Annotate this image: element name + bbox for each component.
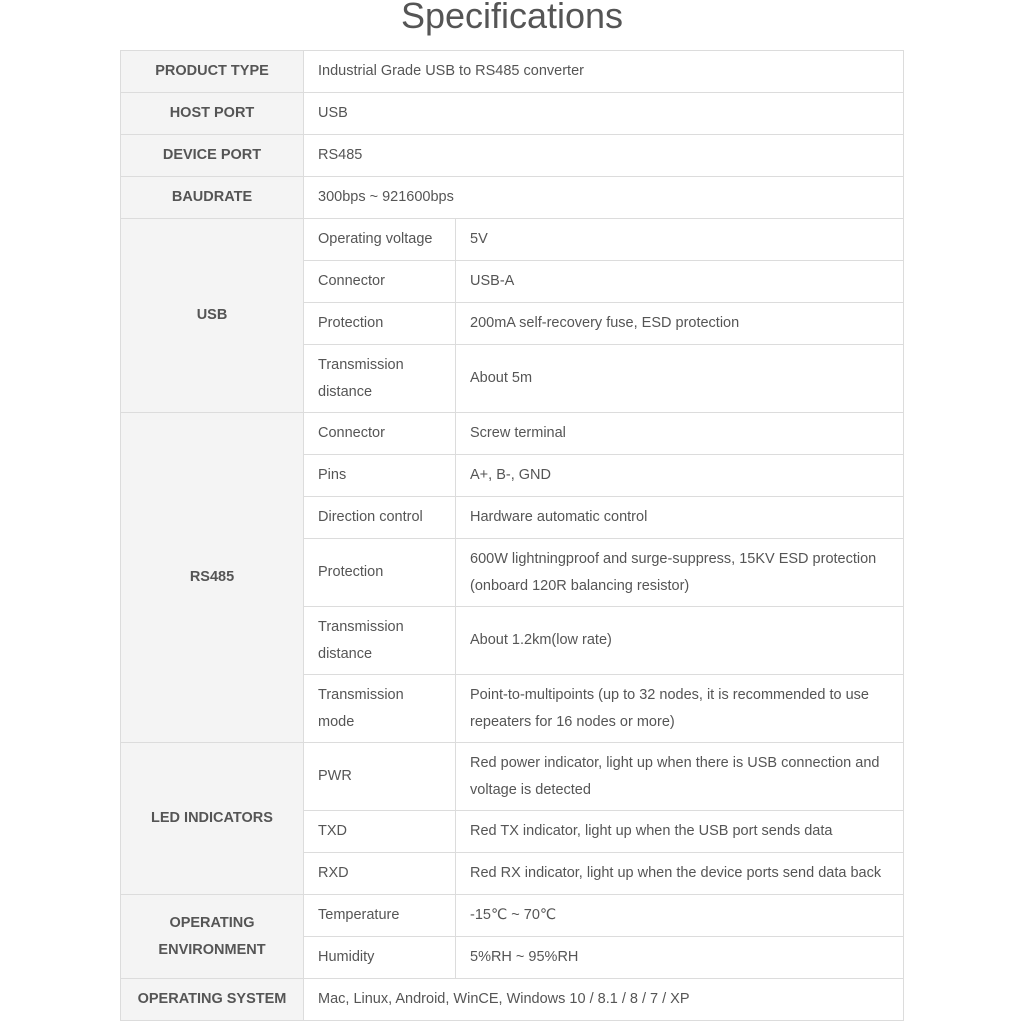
sub-label: Transmission mode — [304, 675, 456, 743]
group-label-operating-environment: OPERATING ENVIRONMENT — [121, 895, 304, 979]
sub-label: TXD — [304, 811, 456, 853]
sub-value: USB-A — [456, 261, 904, 303]
sub-value: 5%RH ~ 95%RH — [456, 937, 904, 979]
usb-row-operating-voltage — [121, 219, 904, 261]
sub-value: 5V — [456, 219, 904, 261]
sub-label: Protection — [304, 539, 456, 607]
sub-label: Operating voltage — [304, 219, 456, 261]
sub-label: Temperature — [304, 895, 456, 937]
sub-value: Red RX indicator, light up when the device ports send data back — [456, 853, 904, 895]
group-label-led-indicators: LED INDICATORS — [121, 743, 304, 895]
sub-label: RXD — [304, 853, 456, 895]
spec-row-operating-system — [121, 979, 904, 1021]
spec-row-device-port — [121, 135, 904, 177]
row-label: BAUDRATE — [121, 177, 304, 219]
sub-value: Screw terminal — [456, 413, 904, 455]
sub-label: Connector — [304, 261, 456, 303]
row-value: Mac, Linux, Android, WinCE, Windows 10 / 8.1 / 8 / 7 / XP — [304, 979, 904, 1021]
sub-value: -15℃ ~ 70℃ — [456, 895, 904, 937]
sub-value: 200mA self-recovery fuse, ESD protection — [456, 303, 904, 345]
row-label: PRODUCT TYPE — [121, 51, 304, 93]
sub-value: Red power indicator, light up when there is USB connection and voltage is detected — [456, 743, 904, 811]
spec-row-baudrate — [121, 177, 904, 219]
sub-label: Direction control — [304, 497, 456, 539]
group-label-rs485: RS485 — [121, 413, 304, 743]
environment-row-temperature — [121, 895, 904, 937]
page-title: Specifications — [400, 0, 624, 36]
sub-value: About 1.2km(low rate) — [456, 607, 904, 675]
row-value: RS485 — [304, 135, 904, 177]
led-row-pwr — [121, 743, 904, 811]
sub-label: Protection — [304, 303, 456, 345]
row-value: Industrial Grade USB to RS485 converter — [304, 51, 904, 93]
row-label: HOST PORT — [121, 93, 304, 135]
spec-row-product-type — [121, 51, 904, 93]
sub-value: Hardware automatic control — [456, 497, 904, 539]
sub-label: Transmission distance — [304, 607, 456, 675]
spec-row-host-port — [121, 93, 904, 135]
specifications-table — [120, 50, 904, 1021]
rs485-row-connector — [121, 413, 904, 455]
row-label: OPERATING SYSTEM — [121, 979, 304, 1021]
sub-value: 600W lightningproof and surge-suppress, 15KV ESD protection (onboard 120R balancing resistor) — [456, 539, 904, 607]
row-value: 300bps ~ 921600bps — [304, 177, 904, 219]
row-value: USB — [304, 93, 904, 135]
sub-value: Point-to-multipoints (up to 32 nodes, it is recommended to use repeaters for 16 nodes or more) — [456, 675, 904, 743]
sub-value: About 5m — [456, 345, 904, 413]
sub-value: Red TX indicator, light up when the USB port sends data — [456, 811, 904, 853]
row-label: DEVICE PORT — [121, 135, 304, 177]
sub-label: Connector — [304, 413, 456, 455]
sub-label: Transmission distance — [304, 345, 456, 413]
sub-label: PWR — [304, 743, 456, 811]
sub-label: Humidity — [304, 937, 456, 979]
group-label-usb: USB — [121, 219, 304, 413]
sub-label: Pins — [304, 455, 456, 497]
sub-value: A+, B-, GND — [456, 455, 904, 497]
